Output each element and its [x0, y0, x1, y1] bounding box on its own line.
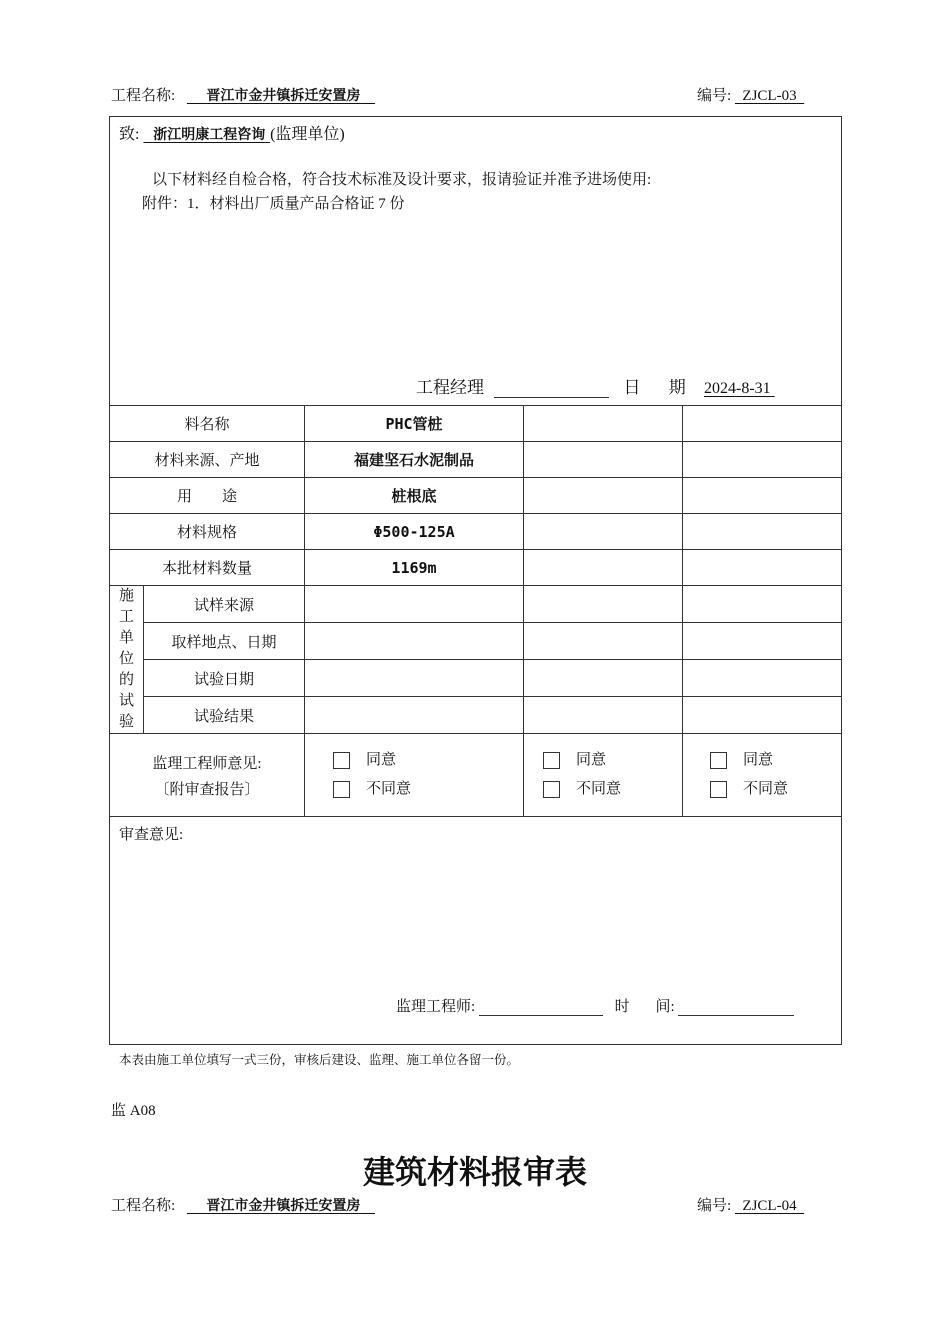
- table-cell: [305, 697, 524, 734]
- checkbox[interactable]: [710, 752, 727, 769]
- review-time-field[interactable]: [678, 999, 794, 1016]
- project-name-line: [111, 84, 375, 105]
- material-usage-value: 桩根底: [305, 478, 524, 514]
- table-cell: [524, 550, 683, 586]
- table-cell: [524, 623, 683, 660]
- next-form-number: ZJCL-04: [742, 1198, 797, 1214]
- table-cell: [524, 660, 683, 697]
- table-cell: [683, 442, 842, 478]
- test-date-label: 试验日期: [144, 660, 305, 697]
- material-source-label: 材料来源、产地: [110, 442, 305, 478]
- supervision-unit-name: 浙江明康工程咨询: [153, 127, 266, 143]
- table-cell: [683, 478, 842, 514]
- table-cell: [524, 478, 683, 514]
- form-title: 建筑材料报审表: [362, 1153, 587, 1191]
- test-section-label: 施 工 单 位 的 试 验: [110, 586, 144, 734]
- checkbox[interactable]: [543, 752, 560, 769]
- supervisor-opinion-label: 监理工程师意见: 〔附审查报告〕: [110, 734, 305, 817]
- material-spec-label: 材料规格: [110, 514, 305, 550]
- opinion-group-2: [524, 734, 683, 817]
- material-spec-value: Φ500-125A: [305, 514, 524, 550]
- next-project-name-line: 工程名称: 晋江市金井镇拆迁安置房: [111, 1194, 375, 1215]
- sample-source-label: 试样来源: [144, 586, 305, 623]
- material-usage-label: 用 途: [110, 478, 305, 514]
- table-cell: [305, 660, 524, 697]
- next-project-name: 晋江市金井镇拆迁安置房: [206, 1198, 361, 1214]
- review-section: [110, 817, 842, 1045]
- form-number-line: [697, 84, 804, 105]
- table-cell: [683, 550, 842, 586]
- table-cell: [524, 406, 683, 442]
- table-cell: [683, 623, 842, 660]
- manager-signature-field[interactable]: [494, 379, 609, 398]
- attachment-text: 附件：1．材料出厂质量产品合格证 7 份: [142, 196, 405, 212]
- agree-option[interactable]: 同意: [543, 746, 682, 775]
- material-quantity-value: 1169m: [305, 550, 524, 586]
- number-label: 编号:: [697, 88, 732, 104]
- statement-text: 以下材料经自检合格，符合技术标准及设计要求，报请验证并准予进场使用:: [152, 172, 652, 188]
- addressee-line: 致: 浙江明康工程咨询 (监理单位): [119, 126, 345, 143]
- material-name-label: 料名称: [110, 406, 305, 442]
- opinion-group-3: [683, 734, 842, 817]
- table-cell: [683, 660, 842, 697]
- table-cell: [524, 514, 683, 550]
- disagree-option[interactable]: 不同意: [543, 775, 682, 804]
- disagree-option[interactable]: 不同意: [333, 775, 523, 804]
- table-cell: [683, 406, 842, 442]
- material-approval-form: [109, 116, 842, 1045]
- review-label: 审查意见:: [119, 827, 184, 843]
- disagree-option[interactable]: 不同意: [710, 775, 841, 804]
- opinion-group-1: [305, 734, 524, 817]
- checkbox[interactable]: [710, 781, 727, 798]
- material-name-value: PHC管桩: [305, 406, 524, 442]
- agree-option[interactable]: 同意: [333, 746, 523, 775]
- form-number: ZJCL-03: [742, 88, 797, 104]
- checkbox[interactable]: [543, 781, 560, 798]
- manager-signoff: 工程经理 日 期 2024-8-31: [416, 373, 775, 398]
- sampling-location-date-label: 取样地点、日期: [144, 623, 305, 660]
- project-label: 工程名称:: [111, 88, 176, 104]
- project-name: 晋江市金井镇拆迁安置房: [206, 88, 361, 104]
- table-cell: [524, 697, 683, 734]
- submission-section: [110, 117, 842, 406]
- table-cell: [683, 586, 842, 623]
- table-cell: [683, 697, 842, 734]
- engineer-signature-field[interactable]: [479, 999, 603, 1016]
- table-cell: [305, 623, 524, 660]
- test-result-label: 试验结果: [144, 697, 305, 734]
- table-cell: [524, 442, 683, 478]
- material-source-value: 福建坚石水泥制品: [305, 442, 524, 478]
- checkbox[interactable]: [333, 752, 350, 769]
- table-cell: [305, 586, 524, 623]
- footnote: 本表由施工单位填写一式三份，审核后建设、监理、施工单位各留一份。: [119, 1053, 520, 1067]
- table-cell: [683, 514, 842, 550]
- form-code: 监 A08: [111, 1103, 156, 1119]
- material-quantity-label: 本批材料数量: [110, 550, 305, 586]
- table-cell: [524, 586, 683, 623]
- review-signoff: 监理工程师: 时 间:: [396, 995, 794, 1016]
- next-form-number-line: 编号: ZJCL-04: [697, 1194, 804, 1215]
- checkbox[interactable]: [333, 781, 350, 798]
- agree-option[interactable]: 同意: [710, 746, 841, 775]
- submission-date: 2024-8-31: [704, 380, 771, 397]
